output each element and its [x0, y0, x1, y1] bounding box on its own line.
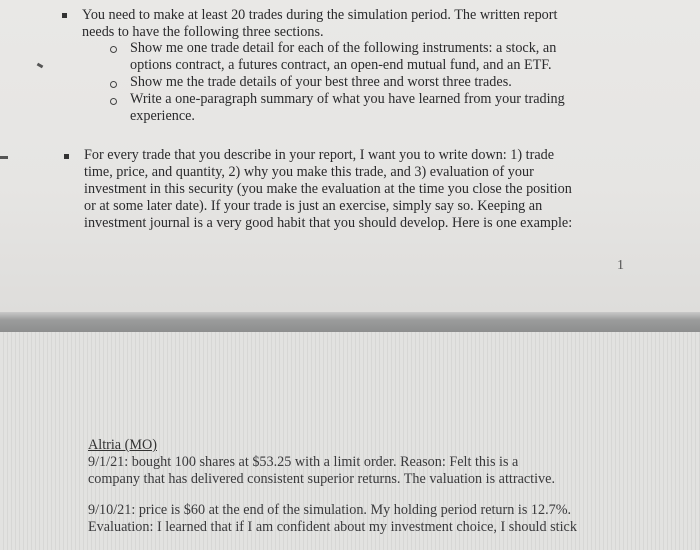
text-line: investment in this security (you make the evaluation at the time you close the position: [84, 181, 572, 197]
bullet-icon: [62, 13, 67, 18]
text-line: company that has delivered consistent superior returns. The valuation is attractive.: [88, 471, 555, 487]
circle-bullet-icon: [110, 98, 117, 105]
text-line: Show me the trade details of your best three and worst three trades.: [130, 74, 512, 90]
text-line: 9/10/21: price is $60 at the end of the simulation. My holding period return is 12.7%.: [88, 502, 572, 518]
text-line: Write a one-paragraph summary of what you have learned from your trading: [130, 91, 565, 107]
text-line: For every trade that you describe in your report, I want you to write down: 1) trade: [84, 147, 555, 163]
text-line: or at some later date). If your trade is just an exercise, simply say so. Keeping an: [84, 198, 543, 214]
text-line: 9/1/21: bought 100 shares at $53.25 with a limit order. Reason: Felt this is a: [88, 454, 519, 470]
page-number: 1: [617, 258, 624, 273]
page-separator: [0, 312, 700, 332]
text-line: needs to have the following three sections.: [82, 24, 324, 40]
text-line: Show me one trade detail for each of the following instruments: a stock, an: [130, 40, 557, 56]
text-line: You need to make at least 20 trades during the simulation period. The written report: [82, 7, 558, 23]
text-line: Evaluation: I learned that if I am confident about my investment choice, I should stick: [88, 519, 577, 535]
mark: [0, 156, 8, 159]
text-line: investment journal is a very good habit that you should develop. Here is one example:: [84, 215, 573, 231]
bullet-icon: [64, 154, 69, 159]
text-line: experience.: [130, 108, 195, 124]
circle-bullet-icon: [110, 46, 117, 53]
circle-bullet-icon: [110, 81, 117, 88]
text-line: options contract, a futures contract, an open-end mutual fund, and an ETF.: [130, 57, 552, 73]
text-line: time, price, and quantity, 2) why you make this trade, and 3) evaluation of your: [84, 164, 534, 180]
example-title: Altria (MO): [88, 437, 157, 453]
